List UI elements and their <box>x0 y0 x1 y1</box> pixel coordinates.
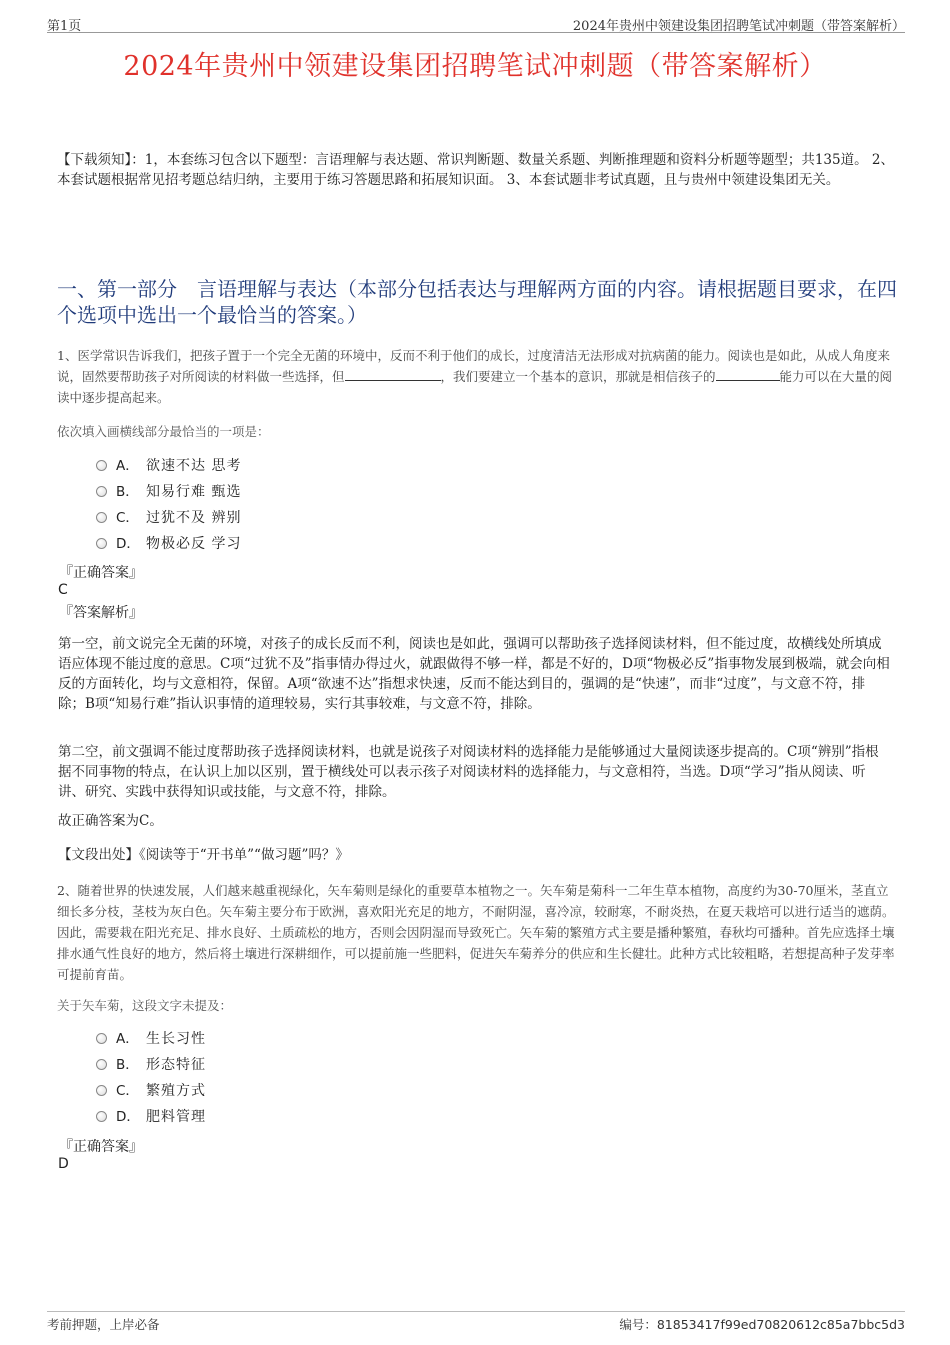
radio-icon[interactable] <box>96 1085 107 1096</box>
analysis-conclusion: 故正确答案为C。 <box>58 813 163 829</box>
footer-slogan: 考前押题，上岸必备 <box>47 1317 160 1332</box>
radio-icon[interactable] <box>96 1033 107 1044</box>
correct-answer-label: 『正确答案』 <box>59 565 143 581</box>
question-1-text: 1、医学常识告诉我们，把孩子置于一个完全无菌的环境中，反而不利于他们的成长，过度清洁无法形成对抗病菌的能力。阅读也是如此，从成人角度来说，固然要帮助孩子对所阅读的材料做一些选择，但 ，我们要建立一个基本的意识，那就是相信孩子的 能力可以在大量的阅读中逐步提高起来。 <box>57 348 893 405</box>
blank-2 <box>716 366 780 381</box>
blank-1 <box>345 366 441 381</box>
analysis-paragraph-2: 第二空，前文强调不能过度帮助孩子选择阅读材料，也就是说孩子对阅读材料的选择能力是能够通过大量阅读逐步提高的。C项“辨别”指根据不同事物的特点，在认识上加以区别，置于横线处可以表示孩子对阅读材料的选择能力，与文意相符，当选。D项“学习”指从阅读、听讲、研究、实践中获得知识或技能，与文意不符，排除。 <box>58 744 879 800</box>
text-source: 【文段出处】《阅读等于“开书单”“做习题”吗？》 <box>58 847 349 863</box>
analysis-paragraph-1: 第一空，前文说完全无菌的环境，对孩子的成长反而不利，阅读也是如此，强调可以帮助孩子选择阅读材料，但不能过度，故横线处所填成语应体现不能过度的意思。C项“过犹不及”指事情办得过火，就跟做得不够一样，都是不好的，D项“物极必反”指事物发展到极端，就会向相反的方面转化，均与文意相符，保留。A项“欲速不达”指想求快速，反而不能达到目的，强调的是“快速”，而非“过度”，与文意不符，排除；B项“知易行难”指认识事情的道理较易，实行其事较难，与文意不符，排除。 <box>58 636 890 712</box>
page-header <box>47 12 905 33</box>
page-number: 第1页 <box>47 19 82 34</box>
question-1-options <box>96 453 241 557</box>
option-d[interactable]: D． 物极必反 学习 <box>96 531 241 557</box>
option-c[interactable]: C． 过犹不及 辨别 <box>96 505 241 531</box>
header-doc-title: 2024年贵州中领建设集团招聘笔试冲刺题（带答案解析） <box>572 19 905 34</box>
option-d[interactable]: D． 肥料管理 <box>96 1104 206 1130</box>
question-2-text: 2、随着世界的快速发展，人们越来越重视绿化，矢车菊则是绿化的重要草本植物之一。矢车菊是菊科一二年生草本植物，高度约为30-70厘米，茎直立细长多分枝，茎枝为灰白色。矢车菊主要分布于欧洲，喜欢阳光充足的地方，不耐阴湿，喜冷凉，较耐寒，不耐炎热，在夏天栽培可以进行适当的遮荫。因此，需要栽在阳光充足、排水良好、土质疏松的地方，否则会因阴湿而导致死亡。矢车菊的繁殖方式主要是播种繁殖，春秋均可播种。首先应选择土壤排水通气性良好的地方，然后将土壤进行深耕细作，可以提前施一些肥料，促进矢车菊养分的供应和生长健壮。此种方式比较粗略，若想提高种子发芽率可提前育苗。 <box>57 883 895 982</box>
radio-icon[interactable] <box>96 460 107 471</box>
correct-answer: C <box>58 582 68 598</box>
radio-icon[interactable] <box>96 1111 107 1122</box>
question-2-prompt: 关于矢车菊，这段文字未提及： <box>57 998 233 1013</box>
radio-icon[interactable] <box>96 512 107 523</box>
question-1-prompt: 依次填入画横线部分最恰当的一项是： <box>57 424 270 439</box>
correct-answer: D <box>58 1156 69 1172</box>
footer-code: 编号：81853417f99ed70820612c85a7bbc5d3 <box>619 1317 905 1332</box>
radio-icon[interactable] <box>96 538 107 549</box>
option-a[interactable]: A． 欲速不达 思考 <box>96 453 241 479</box>
option-a[interactable]: A． 生长习性 <box>96 1026 206 1052</box>
option-b[interactable]: B． 形态特征 <box>96 1052 206 1078</box>
option-c[interactable]: C． 繁殖方式 <box>96 1078 206 1104</box>
question-2-options <box>96 1026 206 1130</box>
section-title: 一、第一部分 言语理解与表达（本部分包括表达与理解两方面的内容。请根据题目要求，在四个选项中选出一个最恰当的答案。） <box>57 277 897 327</box>
page-footer <box>47 1311 905 1334</box>
download-notice: 【下载须知】：1，本套练习包含以下题型：言语理解与表达题、常识判断题、数量关系题、判断推理题和资料分析题等题型；共135道。 2、本套试题根据常见招考题总结归纳，主要用于练习答题思路和拓展知识面。 3、本套试题非考试真题，且与贵州中领建设集团无关。 <box>57 152 894 188</box>
radio-icon[interactable] <box>96 486 107 497</box>
radio-icon[interactable] <box>96 1059 107 1070</box>
option-b[interactable]: B． 知易行难 甄选 <box>96 479 241 505</box>
document-title: 2024年贵州中领建设集团招聘笔试冲刺题（带答案解析） <box>123 51 827 82</box>
analysis-label: 『答案解析』 <box>59 605 143 621</box>
correct-answer-label: 『正确答案』 <box>59 1139 143 1155</box>
